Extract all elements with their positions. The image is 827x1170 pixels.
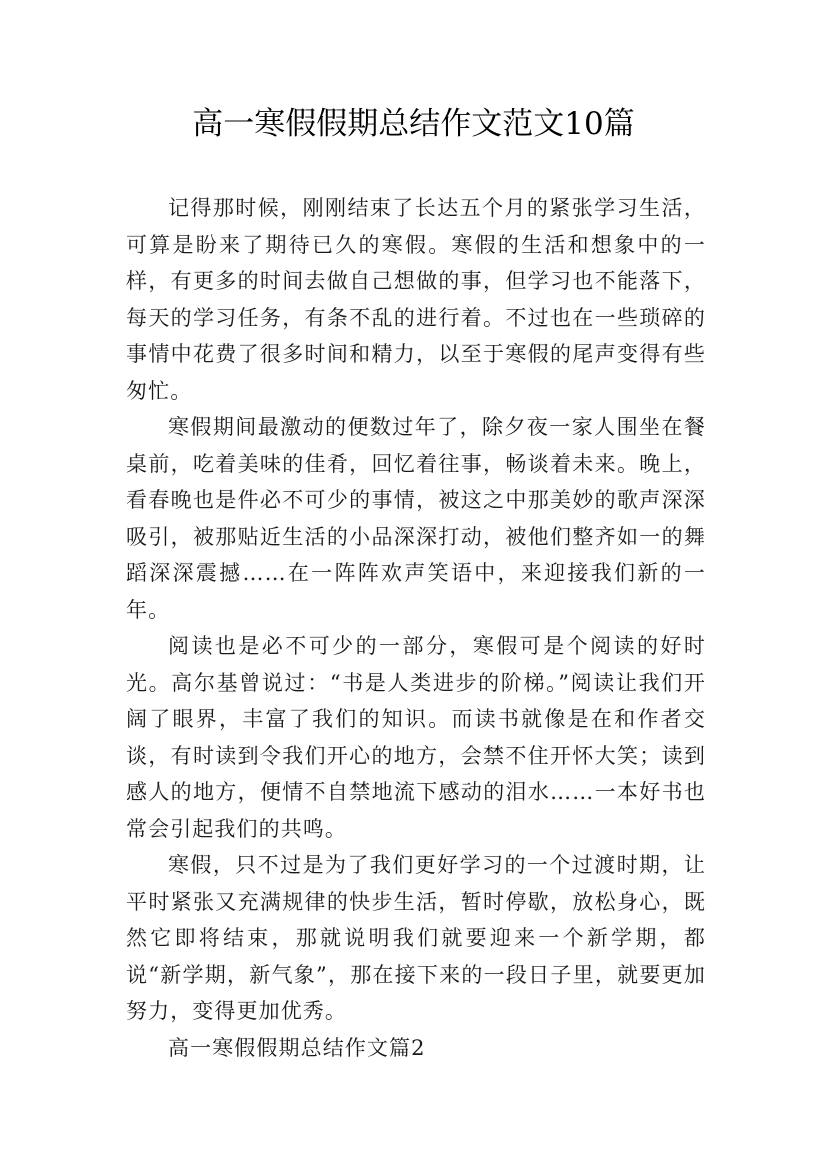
document-body (126, 190, 706, 1066)
section-heading: 高一寒假假期总结作文篇2 (168, 1035, 426, 1060)
paragraph-2: 寒假期间最激动的便数过年了，除夕夜一家人围坐在餐桌前，吃着美味的佳肴，回忆着往事，畅谈着未来。晚上，看春晚也是件必不可少的事情，被这之中那美妙的歌声深深吸引，被那贴近生活的小品深深打动，被他们整齐如一的舞蹈深深震撼……在一阵阵欢声笑语中，来迎接我们新的一年。 (126, 415, 706, 622)
paragraph-1: 记得那时候，刚刚结束了长达五个月的紧张学习生活，可算是盼来了期待已久的寒假。寒假的生活和想象中的一样，有更多的时间去做自己想做的事，但学习也不能落下，每天的学习任务，有条不乱的进行着。不过也在一些琐碎的事情中花费了很多时间和精力，以至于寒假的尾声变得有些匆忙。 (126, 196, 706, 403)
document-title: 高一寒假假期总结作文范文10篇 (192, 106, 635, 142)
paragraph-3: 阅读也是必不可少的一部分，寒假可是个阅读的好时光。高尔基曾说过：“书是人类进步的阶梯。”阅读让我们开阔了眼界，丰富了我们的知识。而读书就像是在和作者交谈，有时读到令我们开心的地方，会禁不住开怀大笑；读到感人的地方，便情不自禁地流下感动的泪水……一本好书也常会引起我们的共鸣。 (126, 634, 706, 841)
paragraph-4: 寒假，只不过是为了我们更好学习的一个过渡时期，让平时紧张又充满规律的快步生活，暂时停歇，放松身心，既然它即将结束，那就说明我们就要迎来一个新学期，都说“新学期，新气象”，那在接下来的一段日子里，就要更加努力，变得更加优秀。 (126, 853, 706, 1023)
